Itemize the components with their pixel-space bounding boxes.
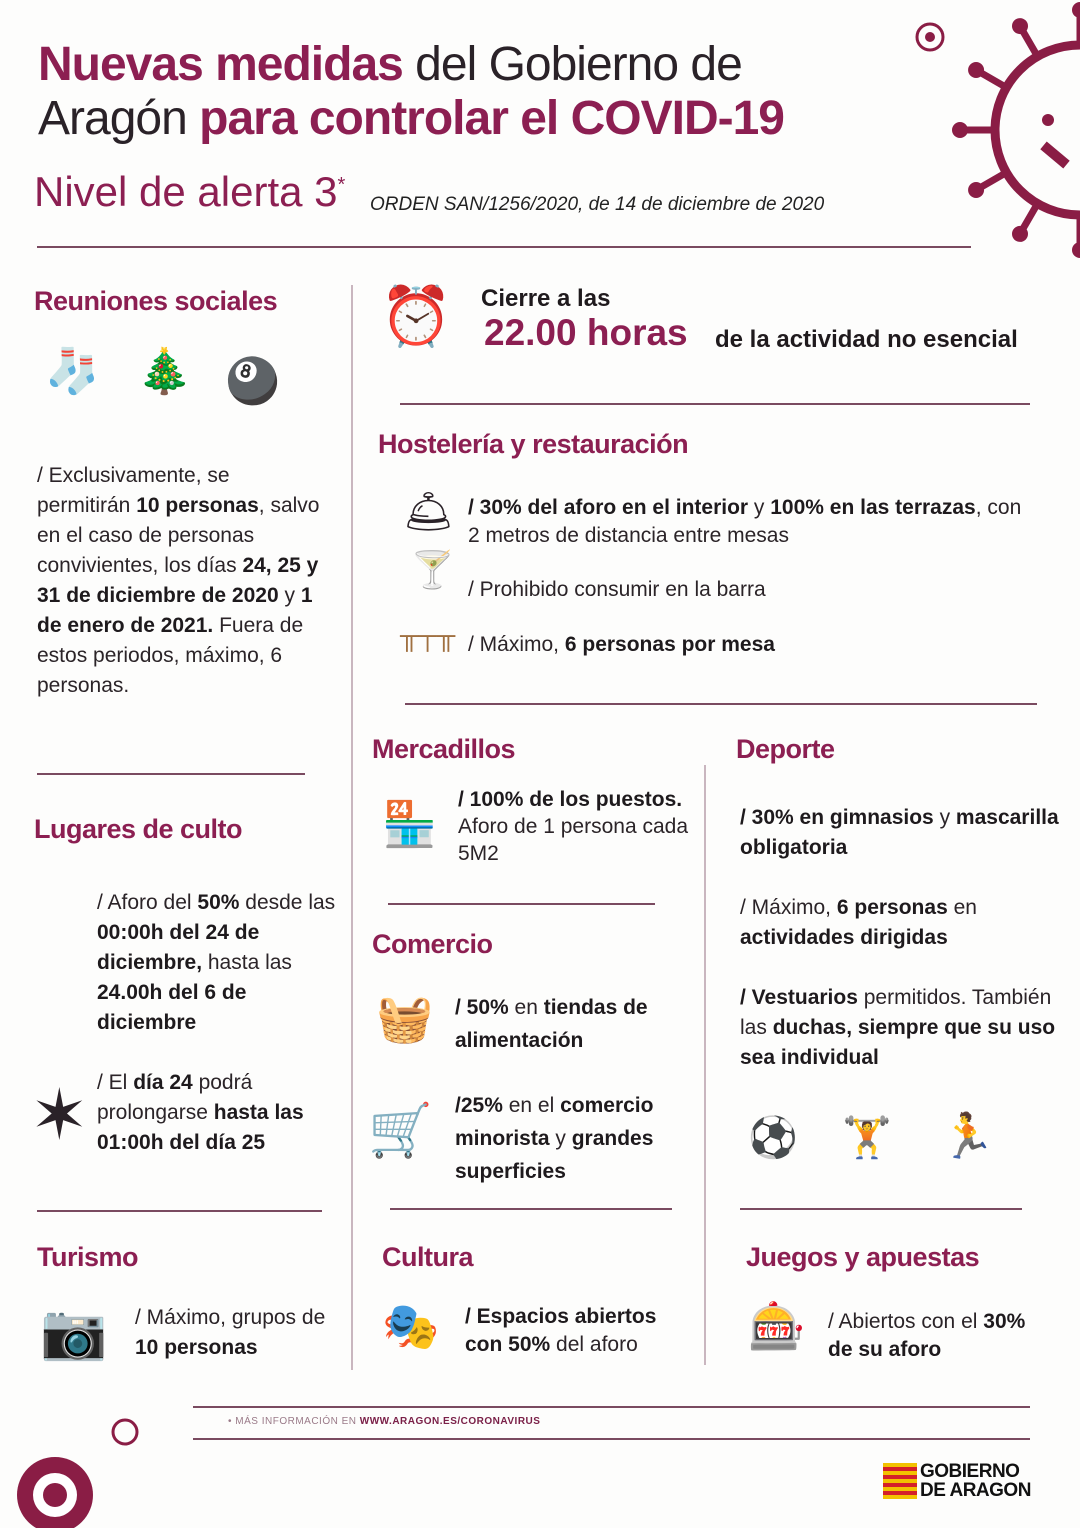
cultura-title: Cultura bbox=[382, 1242, 473, 1272]
alert-asterisk: * bbox=[337, 174, 346, 196]
text-segment: Aragón bbox=[38, 92, 200, 145]
text-segment: comercio minorista bbox=[455, 1094, 654, 1150]
text-segment: y bbox=[748, 496, 771, 519]
text-segment: mascarilla obligatoria bbox=[740, 806, 1059, 859]
text-segment: desde las bbox=[239, 891, 336, 914]
text-segment: / Prohibido consumir en la barra bbox=[468, 578, 766, 601]
text-segment: 50% bbox=[197, 891, 240, 914]
ornaments-icon: 🎱 bbox=[225, 357, 280, 406]
star-icon: ✶ bbox=[30, 1076, 89, 1154]
text-segment: duchas, siempre que su uso sea individual bbox=[740, 1016, 1056, 1069]
text-segment: / El bbox=[97, 1071, 134, 1094]
column-divider bbox=[351, 285, 353, 1370]
text-segment: permitidos. También las bbox=[740, 986, 1052, 1039]
shopping-cart-icon: 🛒 bbox=[368, 1102, 433, 1160]
culto-text-2 bbox=[97, 1068, 337, 1158]
text-segment: podrá prolongarse bbox=[97, 1071, 253, 1124]
title-line-2 bbox=[38, 92, 784, 146]
text-segment: 6 personas bbox=[836, 896, 948, 919]
more-info-label: MÁS INFORMACIÓN EN bbox=[235, 1416, 360, 1427]
text-segment: / Exclusivamente, se permitirán bbox=[37, 464, 230, 517]
title-line-1 bbox=[38, 38, 742, 92]
casino-chips-icon: 🎰 bbox=[748, 1300, 806, 1352]
text-segment: / Aforo del bbox=[97, 891, 198, 914]
text-segment: en bbox=[508, 996, 544, 1019]
basket-icon: 🧺 bbox=[376, 992, 434, 1044]
text-segment: tiendas de alimentación bbox=[455, 996, 648, 1052]
text-segment: del aforo bbox=[550, 1333, 638, 1356]
deporte-title: Deporte bbox=[736, 734, 835, 764]
comercio-title: Comercio bbox=[372, 929, 493, 959]
alarm-clock-icon: ⏰ bbox=[380, 284, 453, 349]
market-stall-icon: 🏪 bbox=[382, 800, 437, 849]
hosteleria-item-3 bbox=[468, 630, 1028, 660]
stocking-icon: 🧦 bbox=[45, 347, 100, 396]
reuniones-text bbox=[37, 461, 322, 701]
column-divider bbox=[704, 765, 706, 1365]
text-segment: actividades dirigidas bbox=[740, 926, 948, 949]
camera-icon: 📷 bbox=[40, 1302, 108, 1362]
text-segment: /25% bbox=[455, 1094, 503, 1117]
cultura-text bbox=[465, 1303, 695, 1359]
turismo-title: Turismo bbox=[37, 1242, 139, 1272]
small-virus-icon bbox=[905, 12, 955, 62]
divider bbox=[193, 1406, 1030, 1408]
soccer-ball-icon: ⚽ bbox=[748, 1116, 798, 1160]
juegos-title: Juegos y apuestas bbox=[746, 1242, 980, 1272]
gobierno-logo bbox=[920, 1462, 1031, 1500]
table-icon: ╥┬╥ bbox=[400, 620, 456, 650]
text-segment: del Gobierno de bbox=[402, 38, 742, 91]
alert-level-text: Nivel de alerta 3 bbox=[34, 168, 338, 215]
culto-title: Lugares de culto bbox=[34, 814, 243, 844]
text-segment: día 24 bbox=[133, 1071, 193, 1094]
divider bbox=[37, 773, 305, 775]
text-segment: en bbox=[947, 896, 977, 919]
divider bbox=[37, 1210, 322, 1212]
cocktail-icon: 🍸 bbox=[410, 549, 455, 590]
divider bbox=[400, 403, 1030, 405]
text-segment: en el bbox=[502, 1094, 561, 1117]
theater-masks-icon: 🎭 bbox=[382, 1300, 440, 1352]
text-segment: / 30% en gimnasios bbox=[740, 806, 934, 829]
text-segment: 24, 25 y 31 de diciembre de 2020 bbox=[37, 554, 319, 607]
text-segment: / 100% de los puestos. bbox=[458, 788, 683, 811]
text-segment: 1 de enero de 2021. bbox=[37, 584, 313, 637]
text-segment: / Vestuarios bbox=[740, 986, 858, 1009]
closing-line-1: Cierre a las bbox=[481, 285, 611, 312]
more-info: • MÁS INFORMACIÓN EN WWW.ARAGON.ES/CORONAVIRUS bbox=[228, 1416, 541, 1427]
logo-line-1: GOBIERNO bbox=[920, 1461, 1020, 1482]
christmas-tree-icon: 🎄 bbox=[137, 347, 192, 396]
text-segment: 00:00h del 24 de diciembre, bbox=[97, 921, 260, 974]
divider bbox=[193, 1438, 1030, 1440]
text-segment: / 50% bbox=[455, 996, 509, 1019]
virus-icon-bottom bbox=[0, 1400, 160, 1528]
divider bbox=[390, 1208, 672, 1210]
hosteleria-item-1 bbox=[468, 494, 1038, 550]
text-segment: 10 personas bbox=[136, 494, 259, 517]
text-segment: , salvo en el caso de personas convivientes, los días bbox=[37, 494, 320, 577]
text-segment: Fuera de estos periodos, máximo, 6 personas. bbox=[37, 614, 304, 697]
text-segment: hasta las 01:00h del día 25 bbox=[97, 1101, 304, 1154]
aragon-flag-icon bbox=[883, 1463, 917, 1499]
text-segment: / Espacios abiertos con 50% bbox=[465, 1305, 657, 1356]
text-segment: y bbox=[933, 806, 956, 829]
text-segment: / Abiertos con el bbox=[828, 1310, 984, 1333]
logo-line-2: DE ARAGON bbox=[920, 1480, 1031, 1501]
alert-level bbox=[34, 168, 345, 216]
divider bbox=[388, 903, 655, 905]
deporte-item-2 bbox=[740, 893, 1060, 953]
text-segment: , con 2 metros de distancia entre mesas bbox=[468, 496, 1022, 547]
closing-time: 22.00 horas bbox=[484, 312, 688, 353]
more-info-link[interactable]: WWW.ARAGON.ES/CORONAVIRUS bbox=[359, 1416, 541, 1427]
text-segment: 30% de su aforo bbox=[828, 1310, 1026, 1361]
hosteleria-title: Hostelería y restauración bbox=[378, 429, 689, 459]
divider bbox=[37, 246, 971, 248]
text-segment: grandes superficies bbox=[455, 1127, 654, 1183]
text-segment: 24.00h del 6 de diciembre bbox=[97, 981, 247, 1034]
hosteleria-item-2 bbox=[468, 575, 1028, 605]
mercadillos-text bbox=[458, 786, 688, 867]
comercio-item-2 bbox=[455, 1089, 700, 1188]
divider bbox=[405, 703, 1037, 705]
text-segment: 6 personas por mesa bbox=[564, 633, 775, 656]
juegos-text bbox=[828, 1308, 1048, 1364]
culto-text-1 bbox=[97, 888, 347, 1038]
reuniones-title: Reuniones sociales bbox=[34, 286, 278, 316]
text-segment: / Máximo, grupos de bbox=[135, 1306, 326, 1329]
runner-icon: 🏃 bbox=[940, 1112, 995, 1161]
text-segment: 10 personas bbox=[135, 1336, 258, 1359]
text-segment: y bbox=[549, 1127, 572, 1150]
text-segment: Aforo de 1 persona cada 5M2 bbox=[458, 815, 688, 865]
turismo-text bbox=[135, 1303, 345, 1363]
weightlifter-icon: 🏋 bbox=[842, 1116, 892, 1160]
text-segment: Nuevas medidas bbox=[38, 38, 403, 91]
text-segment: para controlar el COVID-19 bbox=[199, 92, 784, 145]
text-segment: 100% en las terrazas bbox=[770, 496, 976, 519]
closing-line-2: de la actividad no esencial bbox=[715, 326, 1018, 353]
text-segment: y bbox=[278, 584, 301, 607]
text-segment: hasta las bbox=[202, 951, 292, 974]
text-segment: / Máximo, bbox=[468, 633, 565, 656]
divider bbox=[740, 1208, 1022, 1210]
comercio-item-1 bbox=[455, 991, 695, 1057]
order-reference: ORDEN SAN/1256/2020, de 14 de diciembre de 2020 bbox=[370, 194, 825, 215]
text-segment: / Máximo, bbox=[740, 896, 837, 919]
text-segment: / 30% del aforo en el interior bbox=[468, 496, 749, 519]
deporte-item-1 bbox=[740, 803, 1060, 863]
deporte-item-3 bbox=[740, 983, 1060, 1073]
mercadillos-title: Mercadillos bbox=[372, 734, 516, 764]
cloche-icon: 🛎 bbox=[403, 490, 454, 534]
